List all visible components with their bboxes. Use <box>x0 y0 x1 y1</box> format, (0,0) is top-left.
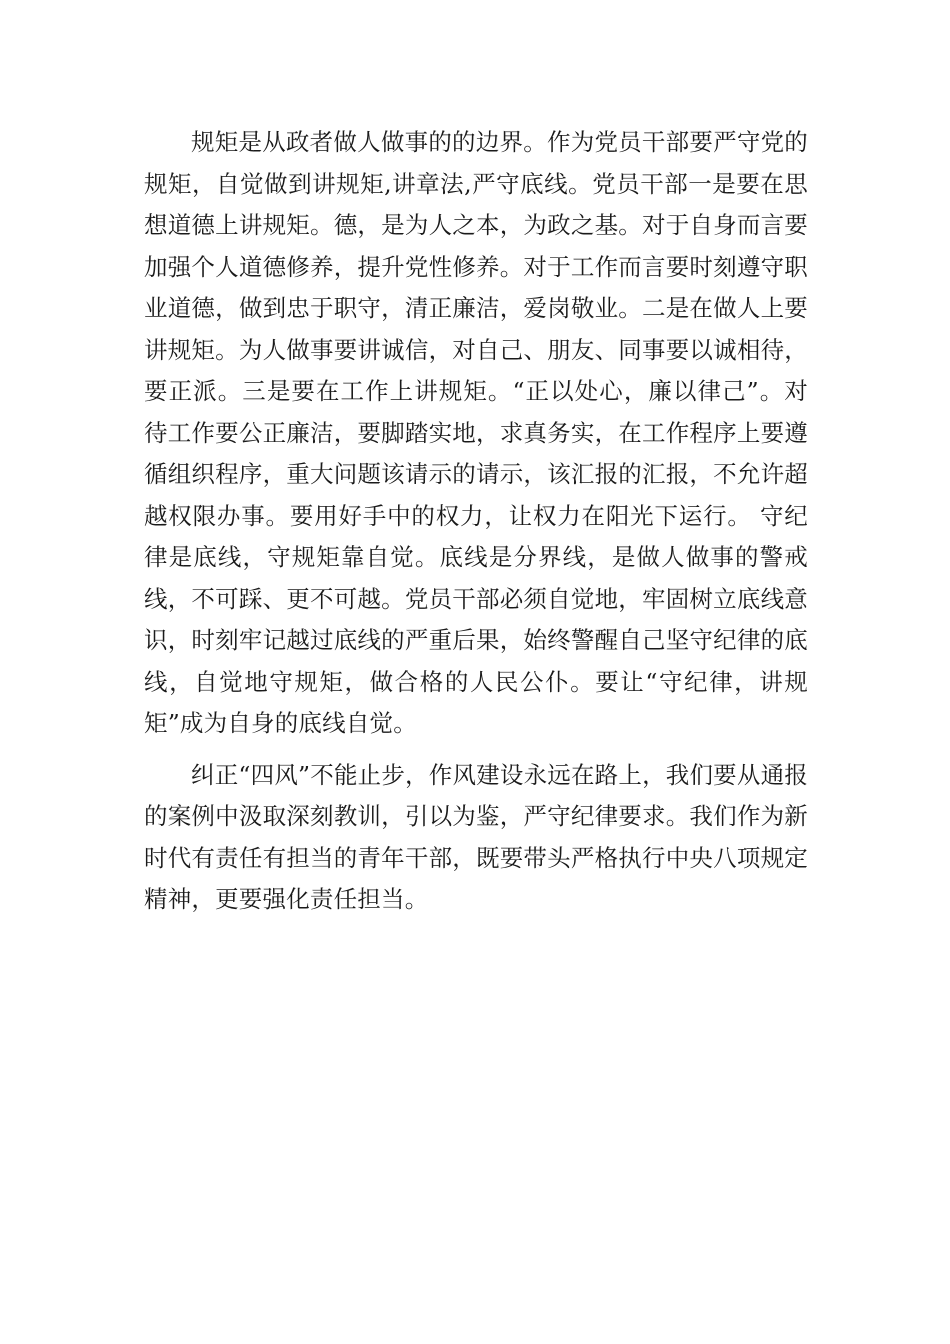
paragraph-1: 规矩是从政者做人做事的的边界。作为党员干部要严守党的规矩，自觉做到讲规矩,讲章法,严守底线。党员干部一是要在思想道德上讲规矩。德，是为人之本，为政之基。对于自身而言要加强个人道德修养，提升党性修养。对于工作而言要时刻遵守职业道德，做到忠于职守，清正廉洁，爱岗敬业。二是在做人上要讲规矩。为人做事要讲诚信，对自己、朋友、同事要以诚相待，要正派。三是要在工作上讲规矩。“正以处心，廉以律己”。对待工作要公正廉洁，要脚踏实地，求真务实，在工作程序上要遵循组织程序，重大问题该请示的请示，该汇报的汇报，不允许超越权限办事。要用好手中的权力，让权力在阳光下运行。 守纪律是底线，守规矩靠自觉。底线是分界线，是做人做事的警戒线，不可踩、更不可越。党员干部必须自觉地，牢固树立底线意识，时刻牢记越过底线的严重后果，始终警醒自己坚守纪律的底线，自觉地守规矩，做合格的人民公仆。要让“守纪律，讲规矩”成为自身的底线自觉。 <box>144 128 808 737</box>
document-body <box>144 122 808 921</box>
paragraph-2: 纠正“四风”不能止步，作风建设永远在路上，我们要从通报的案例中汲取深刻教训，引以为鉴，严守纪律要求。我们作为新时代有责任有担当的青年干部，既要带头严格执行中央八项规定精神，更要强化责任担当。 <box>144 760 808 913</box>
